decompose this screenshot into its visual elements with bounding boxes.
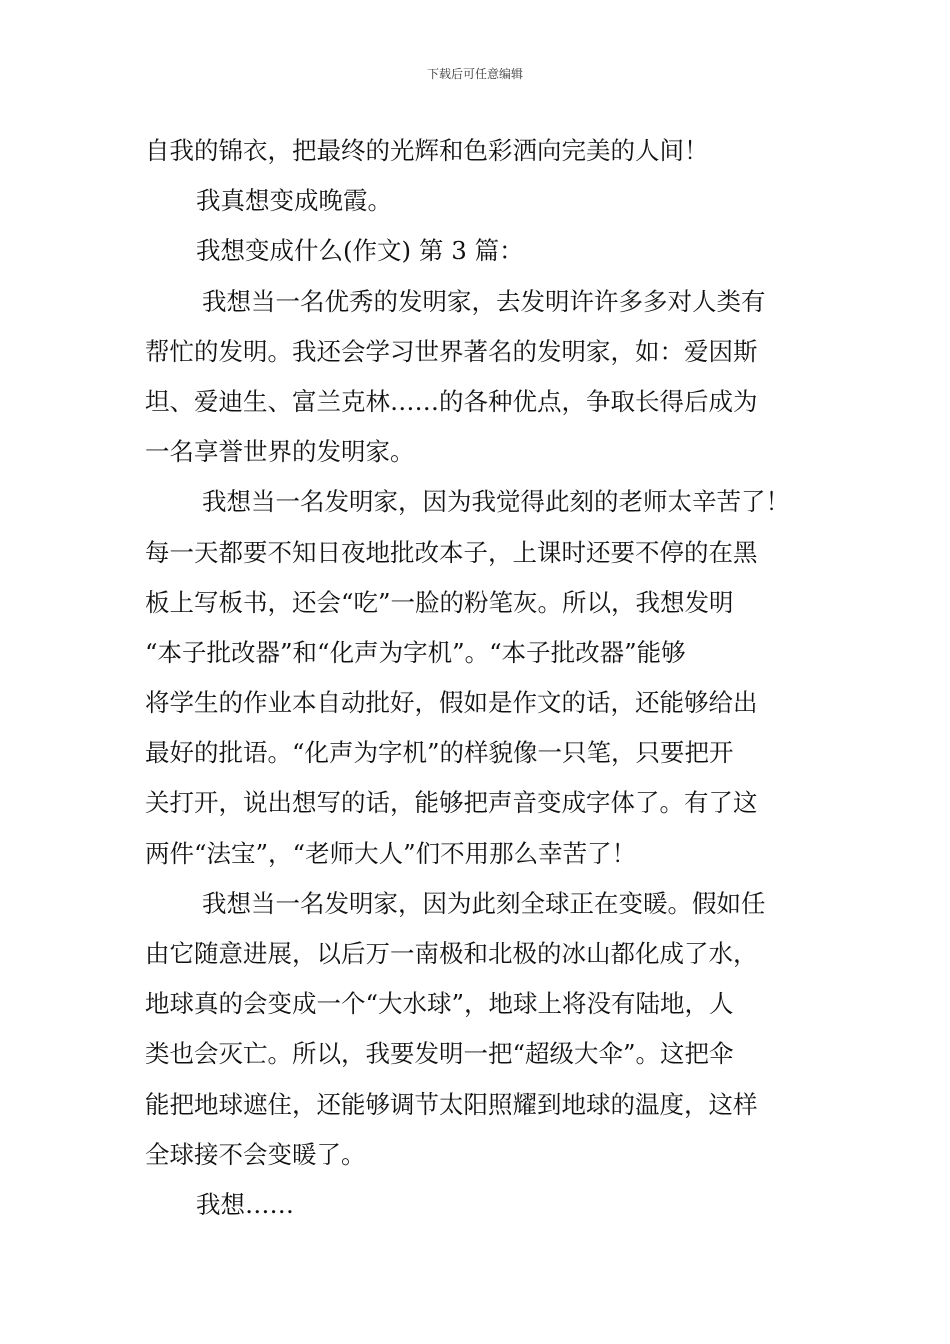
text-line: 两件“法宝”，“老师大人”们不用那么幸苦了！ [145,838,637,868]
text-line: 最好的批语。“化声为字机”的样貌像一只笔，只要把开 [145,738,734,768]
text-line: 自我的锦衣，把最终的光辉和色彩洒向完美的人间！ [145,136,709,165]
text-line: 帮忙的发明。我还会学习世界著名的发明家，如：爱因斯 [145,336,758,366]
text-line: 关打开，说出想写的话，能够把声音变成字体了。有了这 [145,788,758,818]
text-line: 由它随意进展，以后万一南极和北极的冰山都化成了水， [145,939,758,968]
text-line: 能把地球遮住，还能够调节太阳照耀到地球的温度，这样 [145,1089,758,1119]
text-line: 一名享誉世界的发明家。 [145,437,415,467]
text-line: 我想当一名发明家，因为我觉得此刻的老师太辛苦了！ [202,487,790,517]
text-line: 我想当一名发明家，因为此刻全球正在变暖。假如任 [202,888,766,918]
text-line: 我想当一名优秀的发明家，去发明许许多多对人类有 [202,286,766,316]
text-line: 类也会灭亡。所以，我要发明一把“超级大伞”。这把伞 [145,1039,734,1069]
document-body [145,126,825,1230]
text-line: 坦、爱迪生、富兰克林……的各种优点，争取长得后成为 [145,386,758,416]
page-header: 下载后可任意编辑 [426,67,523,81]
text-line: 每一天都要不知日夜地批改本子，上课时还要不停的在黑 [145,537,758,567]
text-line: “本子批改器”和“化声为字机”。“本子批改器”能够 [145,637,686,667]
text-line: 地球真的会变成一个“大水球”，地球上将没有陆地，人 [145,989,734,1019]
text-line: 全球接不会变暖了。 [145,1139,366,1169]
text-line: 我想变成什么(作文) 第 3 篇： [196,236,524,266]
text-line: 板上写板书，还会“吃”一脸的粉笔灰。所以，我想发明 [145,587,734,617]
text-line: 我想…… [196,1189,294,1219]
text-line: 将学生的作业本自动批好，假如是作文的话，还能够给出 [145,688,758,718]
text-line: 我真想变成晚霞。 [196,186,392,216]
